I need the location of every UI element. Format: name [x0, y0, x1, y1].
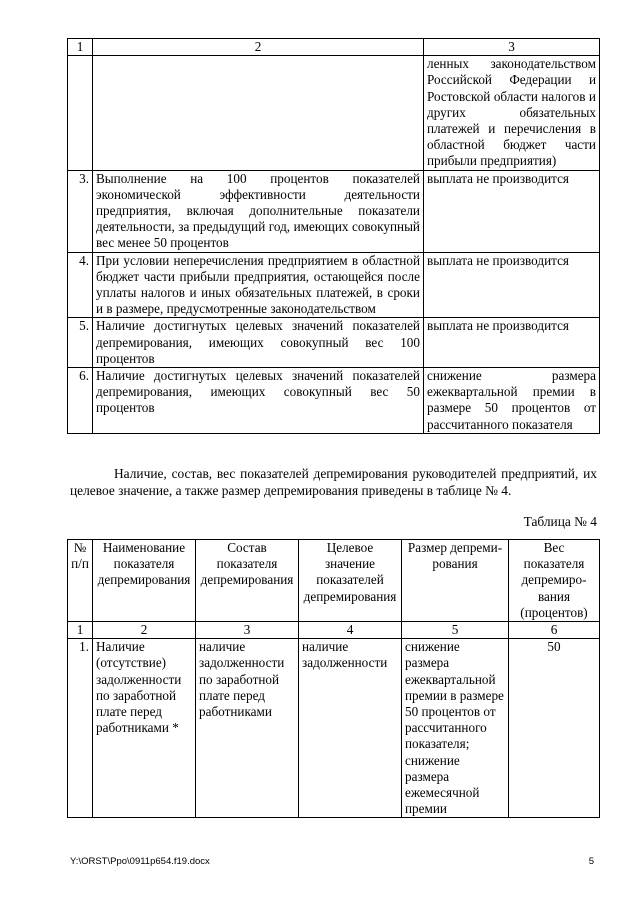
header-cell: Состав показателя депремирования [196, 540, 299, 622]
column-number: 4 [299, 622, 402, 639]
column-number-row [68, 622, 600, 639]
condition-cell: При условии неперечисления предприятием в областной бюджет части прибыли предприятия, остающейся после уплаты налогов и иных обязательных платежей, в сроки и в размере, предусмотренные законодательством [93, 252, 424, 318]
column-number: 3 [196, 622, 299, 639]
table-4 [67, 539, 600, 818]
row-number: 1. [68, 639, 93, 818]
table-row [68, 252, 600, 318]
target-value-cell: наличие задолженности [299, 639, 402, 818]
header-cell: № п/п [68, 540, 93, 622]
page-number: 5 [588, 856, 594, 867]
indicator-composition-cell: наличие задолженности по заработной плате перед работниками [196, 639, 299, 818]
table-row [68, 368, 600, 434]
row-number: 6. [68, 368, 93, 434]
header-cell: 1 [68, 39, 93, 56]
condition-cell [93, 56, 424, 170]
result-cell: снижение размера ежеквартальной премии в размере 50 процентов от рассчитанного показателя [424, 368, 600, 434]
row-number: 3. [68, 170, 93, 252]
table-label: Таблица № 4 [523, 514, 597, 529]
header-cell: 2 [93, 39, 424, 56]
header-cell: Вес показателя депремирования (процентов) [509, 540, 600, 622]
column-number: 2 [93, 622, 196, 639]
footer-file-path: Y:\ORST\Ppo\0911p654.f19.docx [70, 856, 210, 867]
result-cell: ленных законодательством Российской Федерации и Ростовской области налогов и других обязательных платежей и перечисления в областной бюджет части прибыли предприятия) [424, 56, 600, 170]
header-cell: 3 [424, 39, 600, 56]
weight-cell: 50 [509, 639, 600, 818]
condition-cell: Наличие достигнутых целевых значений показателей депремирования, имеющих совокупный вес 100 процентов [93, 318, 424, 368]
table-header-row [68, 39, 600, 56]
row-number: 5. [68, 318, 93, 368]
indicator-name-cell: Наличие (отсутствие) задолженности по заработной плате перед работниками * [93, 639, 196, 818]
column-number: 5 [402, 622, 509, 639]
depremium-size-cell: снижение размера ежеквартальной премии в размере 50 процентов от рассчитанного показателя; снижение размера ежемесячной премии [402, 639, 509, 818]
column-number: 1 [68, 622, 93, 639]
header-cell: Наименование показателя депремирования [93, 540, 196, 622]
table-row [68, 639, 600, 818]
table-3-continuation [67, 38, 600, 434]
condition-cell: Наличие достигнутых целевых значений показателей депремирования, имеющих совокупный вес 50 процентов [93, 368, 424, 434]
header-cell: Целевое значение показателей депремирования [299, 540, 402, 622]
row-number: 4. [68, 252, 93, 318]
result-cell: выплата не производится [424, 252, 600, 318]
result-cell: выплата не производится [424, 170, 600, 252]
condition-cell: Выполнение на 100 процентов показателей экономической эффективности деятельности предприятия, включая дополнительные показатели деятельности, за предыдущий год, имеющих совокупный вес менее 50 процентов [93, 170, 424, 252]
result-cell: выплата не производится [424, 318, 600, 368]
header-cell: Размер депремирования [402, 540, 509, 622]
table-row [68, 170, 600, 252]
table-row [68, 318, 600, 368]
row-number [68, 56, 93, 170]
table-header-row [68, 540, 600, 622]
body-paragraph: Наличие, состав, вес показателей депремирования руководителей предприятий, их целевое значение, а также размер депремирования приведены в таблице № 4. [70, 466, 597, 498]
table-row [68, 56, 600, 170]
column-number: 6 [509, 622, 600, 639]
